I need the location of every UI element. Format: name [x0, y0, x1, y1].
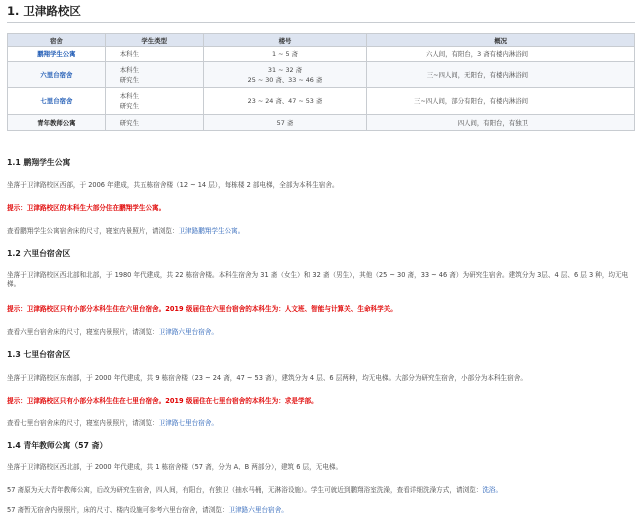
- table-row: [8, 115, 635, 131]
- section-paragraph: 坐落于卫津路校区西部，于 2006 年建成，共五栋宿舍楼（12 ~ 14 层），每栋楼 2 部电梯，全部为本科生宿舍。: [7, 181, 339, 189]
- section-heading: 1.2 六里台宿舍区: [7, 249, 71, 258]
- section-heading: 1.4 青年教师公寓（57 斋）: [7, 441, 108, 450]
- overview-cell: 六人间，有阳台，3 斋有楼内淋浴间: [367, 47, 635, 62]
- section-heading: 1.3 七里台宿舍区: [7, 350, 71, 359]
- link-liulitai[interactable]: 卫津路六里台宿舍。: [158, 328, 218, 336]
- section-paragraph: [7, 506, 635, 515]
- section-paragraph: [7, 227, 635, 236]
- dorm-name-link[interactable]: 六里台宿舍: [8, 62, 106, 88]
- overview-cell: 四人间，有阳台，有独卫: [367, 115, 635, 131]
- section-paragraph: 坐落于卫津路校区东南部，于 2000 年代建成，共 9 栋宿舍楼（23 ~ 24 斋，47 ~ 53 斋），建筑分为 4 层、6 层两种，均无电梯。大部分为研究生宿舍，小部分为本科生宿舍。: [7, 374, 527, 382]
- browse-text: 查看鹏翔学生公寓宿舍床的尺寸，寝室内景照片，请浏览：: [7, 227, 179, 235]
- dorm-name: 青年教师公寓: [8, 115, 106, 131]
- browse-text: 查看六里台宿舍床的尺寸，寝室内景照片，请浏览：: [7, 328, 159, 336]
- buildings-cell: 57 斋: [203, 115, 367, 131]
- dorm-name-link[interactable]: 七里台宿舍: [8, 88, 106, 115]
- table-row: [8, 62, 635, 88]
- tip-text: 提示：卫津路校区的本科生大部分住在鹏翔学生公寓。: [7, 204, 166, 212]
- section-paragraph: 坐落于卫津路校区西北部，于 2000 年代建成，共 1 栋宿舍楼（57 斋，分为 A、B 两部分），建筑 6 层，无电梯。: [7, 463, 343, 471]
- tip-text: 提示：卫津路校区只有小部分本科生住在七里台宿舍。2019 级届住在七里台宿舍的本科生为：求是学部。: [7, 397, 318, 405]
- table-header: 学生类型: [105, 34, 203, 47]
- student-type-cell: 本科生 研究生: [105, 88, 203, 115]
- tip-text: 提示：卫津路校区只有小部分本科生住在六里台宿舍。2019 级届住在六里台宿舍的本科生为：人文班、智能与计算关、生命科学关。: [7, 305, 397, 313]
- dorm-name-link[interactable]: 鹏翔学生公寓: [8, 47, 106, 62]
- student-type-cell: 研究生: [105, 115, 203, 131]
- section-heading: 1.1 鹏翔学生公寓: [7, 158, 71, 167]
- table-header: 楼号: [203, 34, 367, 47]
- page-title: 1. 卫津路校区: [7, 4, 81, 18]
- browse-text: 查看七里台宿舍床的尺寸，寝室内景照片，请浏览：: [7, 419, 159, 427]
- buildings-cell: 23 ~ 24 斋、47 ~ 53 斋: [203, 88, 367, 115]
- section-paragraph: [7, 419, 635, 428]
- link-pengxiang[interactable]: 卫津路鹏翔学生公寓。: [178, 227, 245, 235]
- browse-text: 57 斋原为天大青年教师公寓，后改为研究生宿舍，四人间，有阳台，有独卫（抽水马桶，无淋浴设施）。学生可就近到鹏翔浴室洗澡，查看详细洗澡方式，请浏览：: [7, 486, 483, 494]
- buildings-cell: 31 ~ 32 斋 25 ~ 30 斋、33 ~ 46 斋: [203, 62, 367, 88]
- overview-cell: 三~四人间，部分有阳台，有楼内淋浴间: [367, 88, 635, 115]
- section-paragraph: [7, 328, 635, 337]
- table-header: 宿舍: [8, 34, 106, 47]
- table-row: [8, 88, 635, 115]
- section-paragraph: 坐落于卫津路校区西北部和北部，于 1980 年代建成，共 22 栋宿舍楼。本科生宿舍为 31 斋（女生）和 32 斋（男生），其他（25 ~ 30 斋，33 ~ 46 斋）为研究生宿舍。建筑分为 3层、4 层、6 层 3 种，均无电梯。: [7, 271, 629, 288]
- buildings-cell: 1 ~ 5 斋: [203, 47, 367, 62]
- table-row: [8, 47, 635, 62]
- link-liulitai-2[interactable]: 卫津路六里台宿舍。: [228, 506, 288, 514]
- link-qilitai[interactable]: 卫津路七里台宿舍。: [158, 419, 218, 427]
- student-type-cell: 本科生: [105, 47, 203, 62]
- link-bathing[interactable]: 洗浴。: [482, 486, 503, 494]
- table-header-row: [8, 34, 635, 47]
- student-type-cell: 本科生 研究生: [105, 62, 203, 88]
- overview-cell: 三~四人间，无阳台，有楼内淋浴间: [367, 62, 635, 88]
- section-paragraph: [7, 486, 635, 495]
- title-divider: [7, 22, 635, 23]
- dorm-table: [7, 33, 635, 131]
- browse-text: 57 斋暂无宿舍内景照片，床的尺寸、楼内设施可参考六里台宿舍，请浏览：: [7, 506, 229, 514]
- table-header: 概况: [367, 34, 635, 47]
